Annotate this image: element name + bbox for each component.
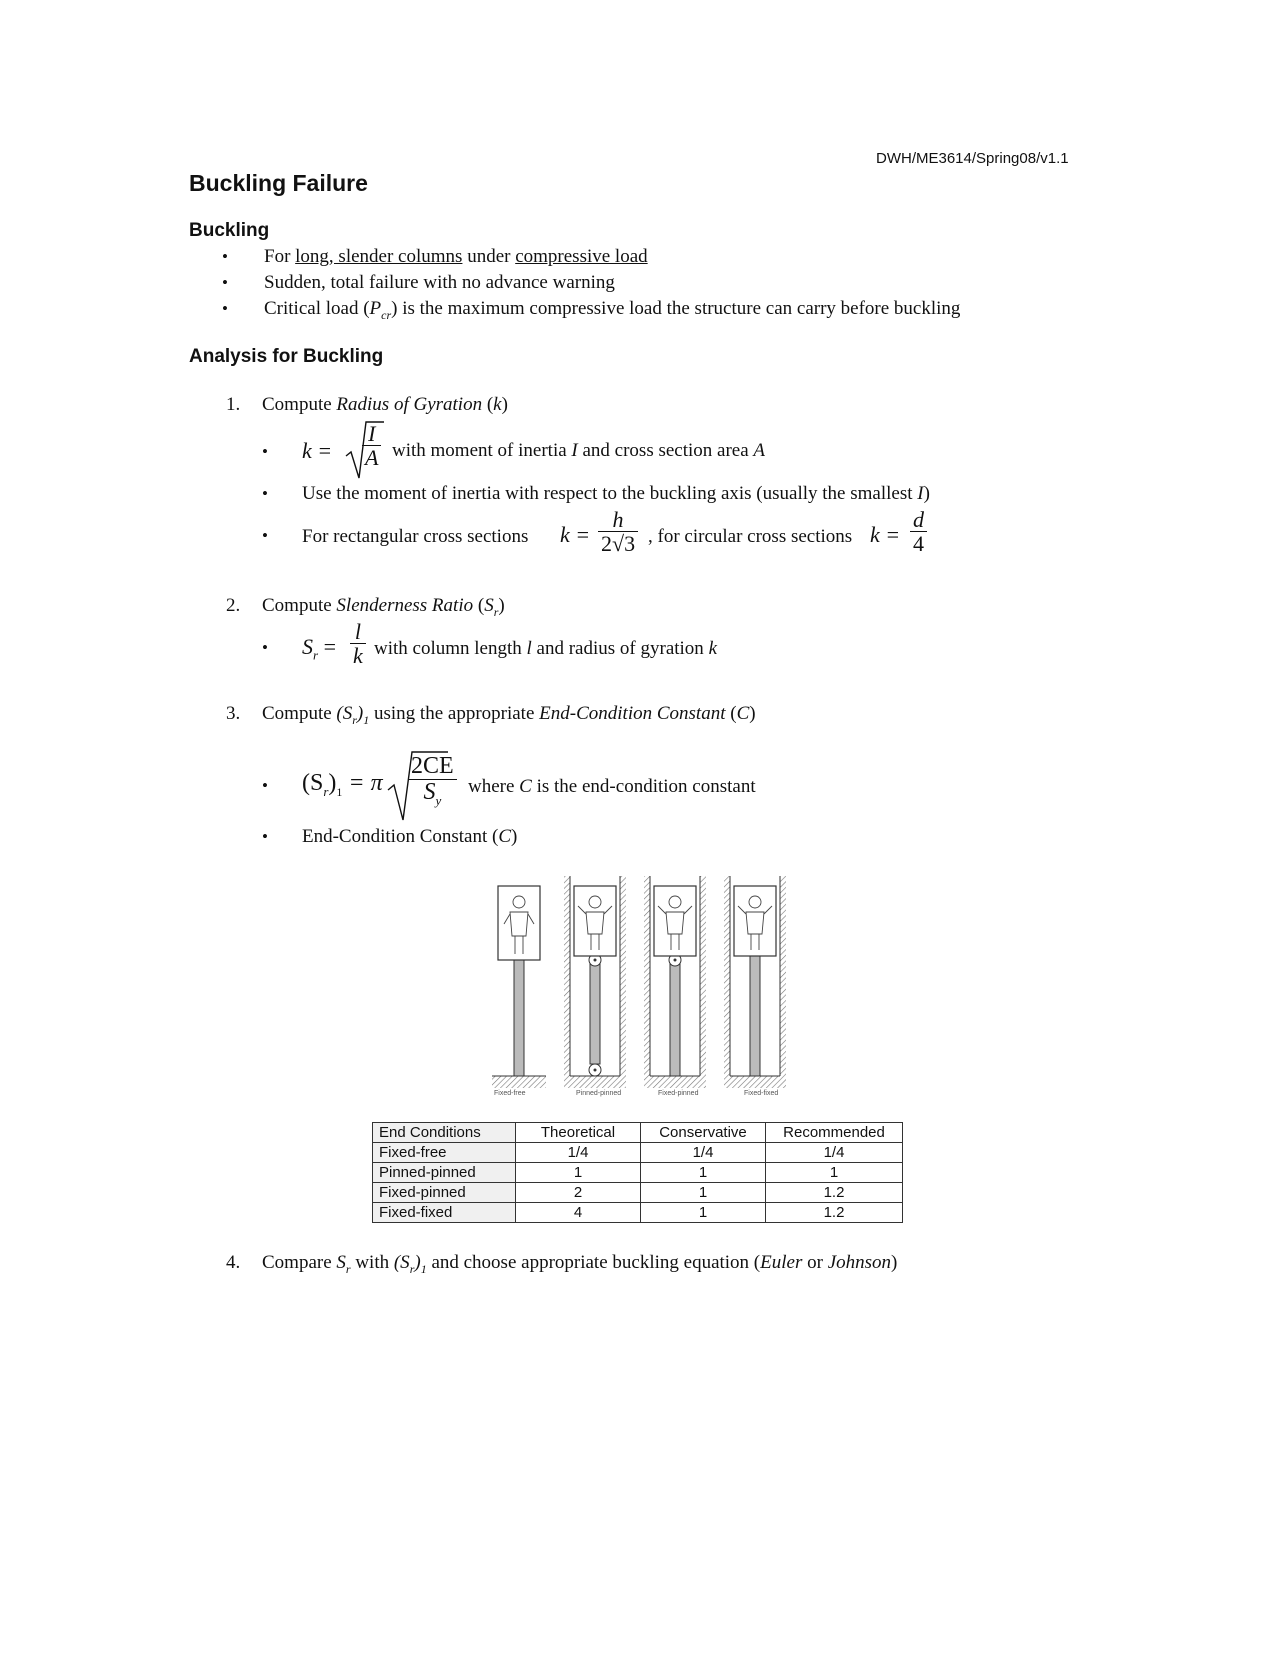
table-row xyxy=(373,1183,903,1203)
fraction xyxy=(362,422,381,469)
math-sub: r xyxy=(313,647,319,663)
step-number: 3. xyxy=(226,703,241,724)
bullet-icon: • xyxy=(262,776,268,795)
table-cell: Pinned-pinned xyxy=(373,1163,516,1183)
fraction-numerator: 2CE xyxy=(408,754,457,780)
equals: = xyxy=(323,634,336,659)
bullet-icon: • xyxy=(262,638,268,657)
underlined-term: compressive load xyxy=(515,246,648,267)
math-var: S xyxy=(302,634,313,659)
page-title: Buckling Failure xyxy=(189,170,368,196)
text: Compare xyxy=(262,1252,337,1273)
equation-lhs: k = xyxy=(870,522,901,547)
step-1 xyxy=(226,394,508,416)
table-row xyxy=(373,1163,903,1183)
math-var: C xyxy=(498,826,512,847)
text: For xyxy=(264,246,296,267)
math-sub: r xyxy=(409,1261,415,1276)
table-cell: Fixed-fixed xyxy=(373,1203,516,1223)
underlined-term: long, slender columns xyxy=(295,246,463,267)
text: ( xyxy=(473,595,485,616)
text: Use the moment of inertia with respect to the buckling axis (usually the smallest xyxy=(302,483,918,504)
text: ) xyxy=(501,394,508,415)
math-sub: r xyxy=(345,1261,351,1276)
step-number: 4. xyxy=(226,1252,241,1273)
table-header-cell: Theoretical xyxy=(516,1123,641,1143)
math-var: I xyxy=(917,483,924,504)
bullet-icon: • xyxy=(262,484,268,503)
text: End-Condition Constant ( xyxy=(302,826,499,847)
bullet-list-item xyxy=(262,826,518,848)
text: with moment of inertia xyxy=(392,440,572,461)
math-sub: r xyxy=(352,712,357,727)
table-row xyxy=(373,1143,903,1163)
figure-caption-fixed-free: Fixed-free xyxy=(494,1090,526,1097)
text: and cross section area xyxy=(577,440,754,461)
term: Euler xyxy=(760,1252,803,1273)
table-cell: 1/4 xyxy=(766,1143,903,1163)
equation-lhs: k = xyxy=(302,438,333,463)
section-heading-buckling: Buckling xyxy=(189,220,270,241)
text: and radius of gyration xyxy=(531,638,709,659)
figure-caption-fixed-pinned: Fixed-pinned xyxy=(658,1090,699,1097)
text: or xyxy=(802,1252,828,1273)
table-header-cell: Recommended xyxy=(766,1123,903,1143)
step-3 xyxy=(226,703,756,727)
term: Radius of Gyration xyxy=(336,394,483,415)
math-var: A xyxy=(753,440,766,461)
table-cell: Fixed-free xyxy=(373,1143,516,1163)
math-var: C xyxy=(736,703,750,724)
column-fixed-fixed xyxy=(724,876,786,1088)
end-condition-table xyxy=(372,1122,903,1223)
text: Compute xyxy=(262,394,337,415)
math-sub: r xyxy=(323,783,329,799)
text: with column length xyxy=(374,638,527,659)
fraction-numerator: d xyxy=(910,508,927,532)
fraction-denominator: 2√3 xyxy=(601,531,636,557)
bullet-list-item xyxy=(222,246,648,268)
equation-rhs: = π xyxy=(348,770,383,796)
end-condition-figure xyxy=(480,876,800,1098)
text: ) is the maximum compressive load the structure can carry before buckling xyxy=(391,298,961,319)
math-var: ) xyxy=(356,703,364,724)
text: Sudden, total failure with no advance warning xyxy=(264,272,615,293)
fraction-denominator: k xyxy=(353,643,363,669)
figure-caption-fixed-fixed: Fixed-fixed xyxy=(744,1090,779,1097)
figure-caption-pinned-pinned: Pinned-pinned xyxy=(576,1090,622,1097)
math-var: S xyxy=(336,1252,346,1273)
math-sub: 1 xyxy=(363,712,370,727)
math-var: C xyxy=(519,776,532,797)
bullet-icon: • xyxy=(262,442,268,461)
text: with xyxy=(350,1252,394,1273)
text: ) xyxy=(749,703,756,724)
math-var: I xyxy=(571,440,578,461)
bullet-list-item xyxy=(222,298,961,322)
text: is the end-condition constant xyxy=(531,776,756,797)
math-var: (S xyxy=(336,703,353,724)
table-cell: 1/4 xyxy=(641,1143,766,1163)
fraction-denominator: S xyxy=(423,779,436,806)
bullet-icon: • xyxy=(222,247,228,266)
fraction-numerator: h xyxy=(598,508,638,532)
term: Slenderness Ratio xyxy=(336,595,474,616)
equation-lhs xyxy=(302,634,336,663)
text: For rectangular cross sections xyxy=(302,526,529,547)
text: where xyxy=(468,776,520,797)
text: ) xyxy=(923,483,930,504)
table-cell: 1.2 xyxy=(766,1183,903,1203)
table-cell: 1.2 xyxy=(766,1203,903,1223)
table-header-row xyxy=(373,1123,903,1143)
fraction xyxy=(350,620,366,667)
equation-lhs: k = xyxy=(560,522,591,547)
fraction xyxy=(910,508,927,555)
math-sub: r xyxy=(493,604,499,619)
table-cell: 4 xyxy=(516,1203,641,1223)
text: and choose appropriate buckling equation ( xyxy=(426,1252,761,1273)
bullet-list-item xyxy=(262,483,930,505)
table-row xyxy=(373,1203,903,1223)
math-sub: cr xyxy=(381,307,392,322)
term: End-Condition Constant xyxy=(539,703,726,724)
text: ) xyxy=(891,1252,898,1273)
table-cell: 1 xyxy=(766,1163,903,1183)
math-sub: y xyxy=(435,792,442,808)
text: ) xyxy=(511,826,518,847)
step-2 xyxy=(226,595,505,619)
math-var: (S xyxy=(393,1252,410,1273)
text: Compute xyxy=(262,595,337,616)
bullet-icon: • xyxy=(222,299,228,318)
math-paren: ) xyxy=(328,770,337,796)
math-sub: 1 xyxy=(336,784,343,799)
math-var: P xyxy=(369,298,382,319)
table-header-cell: End Conditions xyxy=(373,1123,516,1143)
text: , for circular cross sections xyxy=(648,526,853,547)
math-var: S xyxy=(484,595,494,616)
step-4 xyxy=(226,1252,898,1276)
table-cell: 1 xyxy=(641,1183,766,1203)
document-code: DWH/ME3614/Spring08/v1.1 xyxy=(876,150,1069,167)
text: under xyxy=(462,246,516,267)
step-number: 1. xyxy=(226,394,241,415)
math-var: k xyxy=(493,394,502,415)
table-cell: 2 xyxy=(516,1183,641,1203)
text: ) xyxy=(498,595,505,616)
fraction xyxy=(408,754,457,808)
bullet-list-item xyxy=(222,272,615,294)
bullet-icon: • xyxy=(222,273,228,292)
fraction-denominator: A xyxy=(365,445,379,471)
table-cell: 1 xyxy=(516,1163,641,1183)
column-pinned-pinned xyxy=(564,876,626,1088)
step-number: 2. xyxy=(226,595,241,616)
bullet-icon: • xyxy=(262,526,268,545)
bullet-icon: • xyxy=(262,827,268,846)
table-cell: 1 xyxy=(641,1203,766,1223)
fraction xyxy=(598,508,638,555)
table-cell: 1 xyxy=(641,1163,766,1183)
table-header-cell: Conservative xyxy=(641,1123,766,1143)
column-fixed-free xyxy=(492,886,546,1088)
table-cell: Fixed-pinned xyxy=(373,1183,516,1203)
text: ( xyxy=(482,394,494,415)
column-fixed-pinned xyxy=(644,876,706,1088)
fraction-numerator: l xyxy=(350,620,366,644)
fraction-denominator: 4 xyxy=(913,531,924,557)
text: using the appropriate xyxy=(369,703,540,724)
math-var: ) xyxy=(414,1252,421,1273)
term: Johnson xyxy=(827,1252,892,1273)
math-var: k xyxy=(708,638,717,659)
math-paren: (S xyxy=(302,770,324,796)
text: ( xyxy=(725,703,737,724)
table-cell: 1/4 xyxy=(516,1143,641,1163)
math-var: l xyxy=(526,638,532,659)
text: Compute xyxy=(262,703,337,724)
text: Critical load ( xyxy=(264,298,370,319)
fraction-numerator: I xyxy=(362,422,381,446)
section-heading-analysis: Analysis for Buckling xyxy=(189,346,384,367)
math-sub: 1 xyxy=(420,1261,427,1276)
